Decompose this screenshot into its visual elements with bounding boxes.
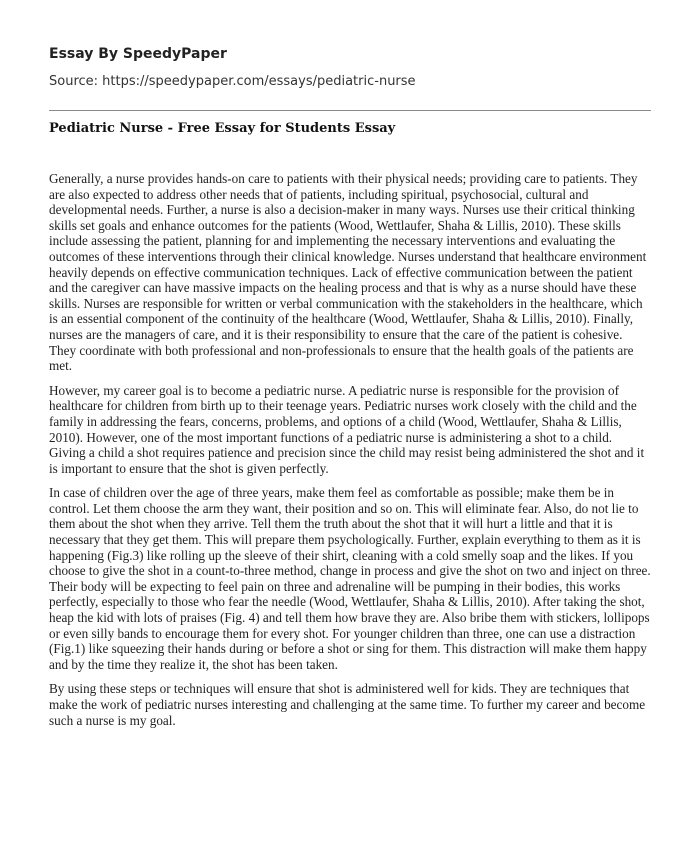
essay-paragraph: By using these steps or techniques will ensure that shot is administered well for kids. They are techniques that make the work of pediatric nurses interesting and challenging at the same time. To further my career and become such a nurse is my goal. [49, 681, 646, 728]
essay-paragraph: In case of children over the age of three years, make them feel as comfortable as possible; make them be in control. Let them choose the arm they want, their position and so on. This will eliminate fear. Also, do not lie to them about the shot when they arrive. Tell them the truth about the shot that it will hurt a little and that it is necessary that they get them. This will prepare them psychologically. Further, explain everything to them as it is happening (Fig.3) like rolling up the sleeve of their shirt, cleaning with a cold smelly soap and the likes. If you choose to give the shot in a count-to-three method, change in process and give the shot on two and inject on three. Their body will be expecting to feel pain on three and adrenaline will be pumping in their bodies, this works perfectly, especially to those who fear the needle (Wood, Wettlaufer, Shaha & Lillis, 2010). After taking the shot, heap the kid with lots of praises (Fig. 4) and tell them how brave they are. Also bribe them with stickers, lollipops or even silly bands to encourage them for every shot. For younger children than three, one can use a distraction (Fig.1) like squeezing their hands during or before a shot or sing for them. This distraction will make them happy and by the time they realize it, the shot has been taken. [49, 485, 651, 672]
essay-body [49, 171, 652, 737]
header-divider [49, 110, 651, 111]
document-header [49, 45, 649, 90]
essay-paragraph: Generally, a nurse provides hands-on care to patients with their physical needs; providing care to patients. They are also expected to address other needs that of patients, including spiritual, psychosocial, cultural and developmental needs. Further, a nurse is also a decision-maker in many ways. Nurses use their critical thinking skills set goals and enhance outcomes for the patients (Wood, Wettlaufer, Shaha & Lillis, 2010). These skills include assessing the patient, planning for and implementing the necessary interventions and evaluating the outcomes of these interventions through their clinical knowledge. Nurses understand that healthcare environment heavily depends on effective communication techniques. Lack of effective communication between the patient and the caregiver can have massive impacts on the healing process and that is why as a nurse should have these skills. Nurses are responsible for written or verbal communication with the stakeholders in the healthcare, which is an essential component of the continuity of the healthcare (Wood, Wettlaufer, Shaha & Lillis, 2010). Finally, nurses are the managers of care, and it is their responsibility to ensure that the care of the patient is cohesive. They coordinate with both professional and non-professionals to ensure that the health goals of the patients are met. [49, 171, 647, 374]
brand-line: Essay By SpeedyPaper [49, 46, 227, 62]
essay-paragraph: However, my career goal is to become a pediatric nurse. A pediatric nurse is responsible for the provision of healthcare for children from birth up to their teenage years. Pediatric nurses work closely with the child and the family in addressing the fears, concerns, problems, and options of a child (Wood, Wettlaufer, Shaha & Lillis, 2010). However, one of the most important functions of a pediatric nurse is administering a shot to a child. Giving a child a shot requires patience and precision since the child may resist being administered the shot and it is important to ensure that the shot is given perfectly. [49, 382, 645, 476]
source-line: Source: https://speedypaper.com/essays/pediatric-nurse [49, 74, 416, 89]
essay-title: Pediatric Nurse - Free Essay for Students Essay [49, 121, 396, 136]
